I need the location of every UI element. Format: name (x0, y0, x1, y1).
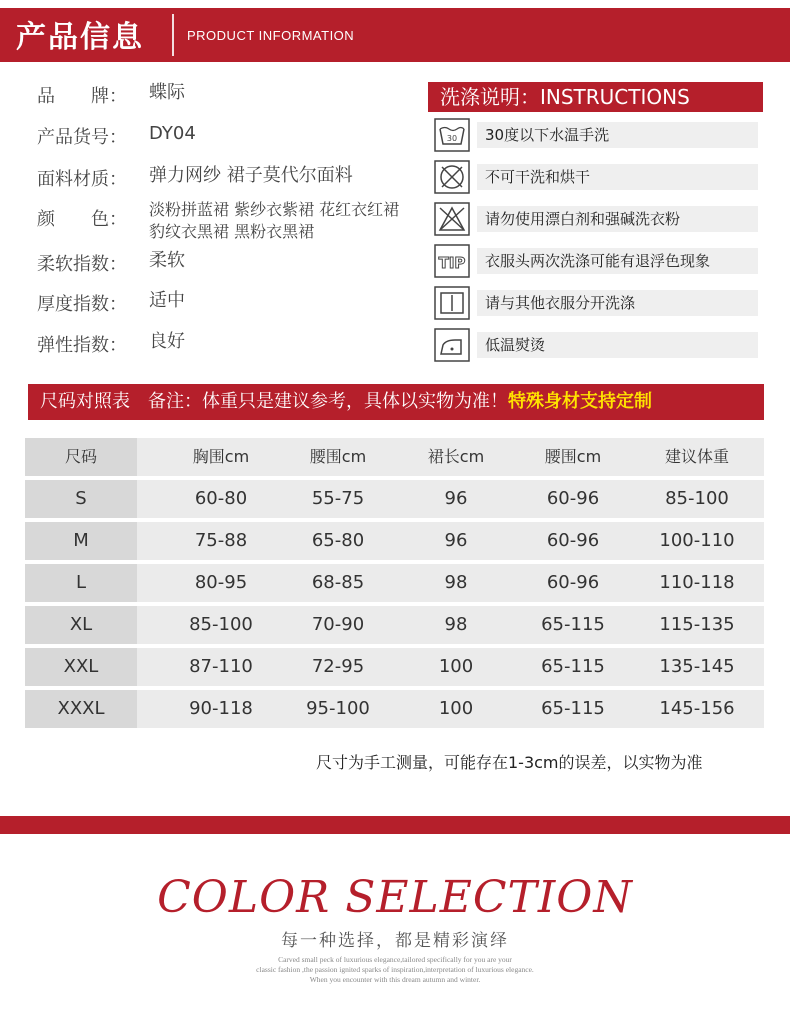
color-selection-tagline: When you encounter with this dream autumn and winter. (309, 975, 481, 984)
color-selection-subtitle: 每一种选择，都是精彩演绎 (281, 931, 509, 951)
table-cell: 115-135 (659, 614, 735, 635)
info-key: 弹性指数： (37, 335, 127, 356)
table-cell: 70-90 (311, 614, 365, 635)
table-cell: 100-110 (659, 530, 735, 551)
table-header-cell: 建议体重 (664, 447, 729, 466)
wash-item (433, 285, 758, 321)
info-value: 适中 (149, 290, 185, 311)
info-key: 品 牌： (37, 86, 127, 107)
wash-text: 不可干洗和烘干 (477, 164, 758, 190)
wash-text: 衣服头两次洗涤可能有退浮色现象 (477, 248, 758, 274)
table-cell: 65-80 (311, 530, 365, 551)
table-cell: 90-118 (189, 698, 253, 719)
info-value: 良好 (149, 331, 185, 352)
wash-item (433, 117, 758, 153)
wash-title: 洗涤说明：INSTRUCTIONS (428, 82, 763, 112)
table-header-cell: 胸围cm (192, 447, 250, 466)
table-header-cell: 腰围cm (309, 447, 367, 466)
wash-text: 请与其他衣服分开洗涤 (477, 290, 758, 316)
table-row (25, 606, 764, 644)
wash-item (433, 159, 758, 195)
table-cell: 145-156 (659, 698, 735, 719)
table-row (25, 522, 764, 560)
table-cell: 100 (438, 698, 474, 719)
header (0, 0, 790, 70)
svg-text:TIP: TIP (438, 254, 466, 272)
color-selection-title: COLOR SELECTION (157, 872, 633, 923)
color-selection-tagline: classic fashion ,the passion ignited sparks of inspiration,interpretation of luxurious elegance. (256, 965, 534, 974)
info-key: 厚度指数： (37, 294, 127, 315)
table-cell: 65-115 (541, 614, 605, 635)
table-cell: 65-115 (541, 698, 605, 719)
table-cell: 75-88 (194, 530, 248, 551)
table-cell: 65-115 (541, 656, 605, 677)
table-cell: 68-85 (311, 572, 365, 593)
table-header-cell: 裙长cm (427, 447, 485, 466)
section-divider (0, 816, 790, 834)
wash-item (433, 201, 758, 237)
svg-text:30: 30 (446, 134, 458, 143)
table-cell: 96 (444, 488, 468, 509)
info-value: 蝶际 (149, 82, 185, 103)
wash-30-icon (433, 117, 473, 153)
table-cell: 96 (444, 530, 468, 551)
header-subtitle: PRODUCT INFORMATION (187, 28, 355, 43)
info-value: 弹力网纱 裙子莫代尔面料 (149, 165, 353, 186)
wash-item (433, 327, 758, 363)
table-row (25, 564, 764, 602)
info-value: 淡粉拼蓝裙 紫纱衣紫裙 花红衣红裙 豹纹衣黑裙 黑粉衣黑裙 (149, 200, 400, 241)
size-label: S (75, 488, 87, 509)
table-cell: 72-95 (311, 656, 365, 677)
wash-item (433, 243, 758, 279)
size-label: XXL (63, 656, 99, 677)
info-key: 柔软指数： (37, 254, 127, 275)
no-bleach-icon (433, 201, 473, 237)
table-cell: 98 (444, 572, 468, 593)
measurement-note: 尺寸为手工测量，可能存在1-3cm的误差，以实物为准 (316, 753, 703, 772)
table-cell: 80-95 (194, 572, 248, 593)
wash-text: 请勿使用漂白剂和强碱洗衣粉 (477, 206, 758, 232)
table-cell: 55-75 (311, 488, 365, 509)
table-cell: 110-118 (659, 572, 735, 593)
table-cell: 85-100 (665, 488, 729, 509)
wash-text: 低温熨烫 (477, 332, 758, 358)
table-cell: 98 (444, 614, 468, 635)
size-chart-banner (28, 384, 764, 420)
table-row (25, 480, 764, 518)
info-value: 柔软 (149, 250, 185, 271)
info-key: 面料材质： (37, 169, 127, 190)
info-key: 产品货号： (37, 127, 127, 148)
size-label: XXXL (57, 698, 105, 719)
no-dryclean-icon (433, 159, 473, 195)
table-cell: 60-96 (546, 530, 600, 551)
header-title: 产品信息 (16, 20, 144, 55)
table-header-cell: 尺码 (64, 447, 97, 466)
table-cell: 95-100 (306, 698, 370, 719)
low-iron-icon (433, 327, 473, 363)
table-cell: 100 (438, 656, 474, 677)
size-label: M (73, 530, 89, 551)
separate-wash-icon (433, 285, 473, 321)
size-chart-note: 尺码对照表 备注：体重只是建议参考，具体以实物为准！ (40, 391, 508, 412)
table-row (25, 648, 764, 686)
color-selection-tagline: Carved small peck of luxurious elegance,tailored specifically for you are your (278, 955, 512, 964)
size-label: XL (69, 614, 93, 635)
table-header-cell: 腰围cm (544, 447, 602, 466)
custom-size-highlight: 特殊身材支持定制 (508, 391, 652, 412)
tip-icon (433, 243, 473, 279)
table-cell: 87-110 (189, 656, 253, 677)
table-header-row (25, 438, 764, 476)
size-label: L (75, 572, 87, 593)
table-cell: 135-145 (659, 656, 735, 677)
header-divider (172, 14, 174, 56)
wash-text: 30度以下水温手洗 (477, 122, 758, 148)
table-cell: 85-100 (189, 614, 253, 635)
info-key: 颜 色： (37, 209, 127, 230)
table-cell: 60-96 (546, 488, 600, 509)
table-row (25, 690, 764, 728)
table-cell: 60-96 (546, 572, 600, 593)
table-cell: 60-80 (194, 488, 248, 509)
info-value: DY04 (149, 123, 196, 144)
